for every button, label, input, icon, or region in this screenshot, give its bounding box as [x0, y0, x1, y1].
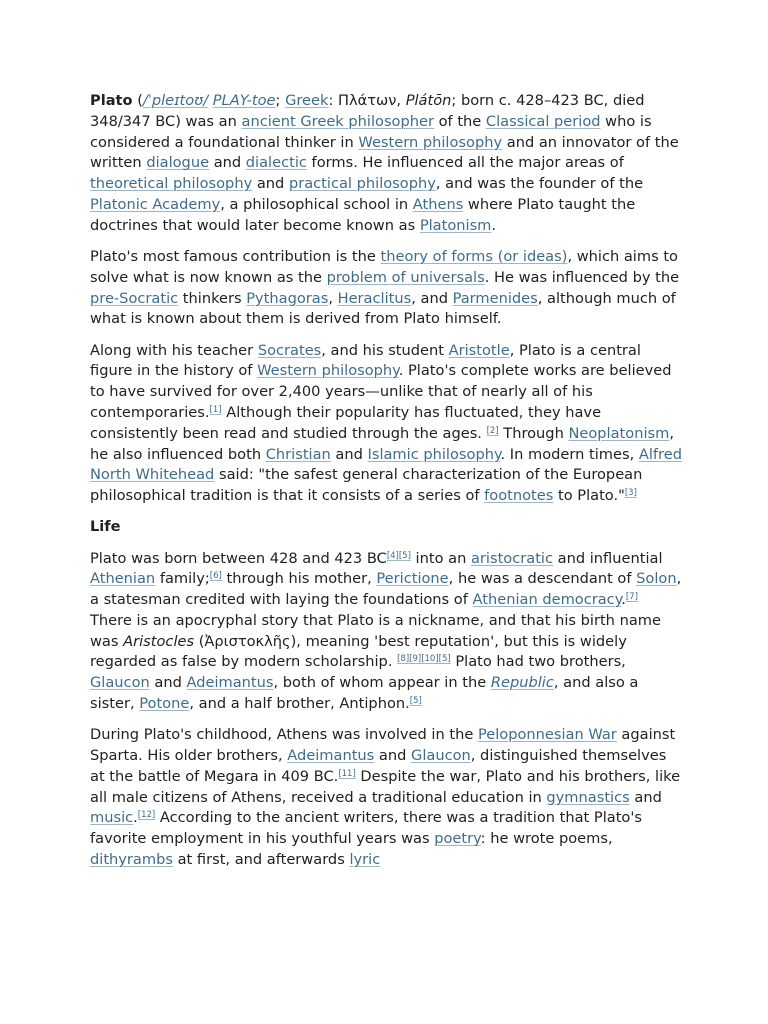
link-socrates[interactable]: Socrates [257, 341, 322, 359]
link-athenian-democracy[interactable]: Athenian democracy [472, 591, 622, 609]
link-gymnastics[interactable]: gymnastics [546, 788, 630, 806]
link-dithyrambs[interactable]: dithyrambs [90, 851, 173, 869]
citation-ref [399, 551, 411, 561]
text-run: to Plato." [553, 487, 625, 505]
link-glaucon[interactable]: Glaucon [90, 674, 150, 692]
text-run: where Plato taught the doctrines that would later become known as [90, 195, 636, 234]
text-run: and [149, 674, 187, 692]
text-run: . In modern times, [500, 445, 639, 463]
text-run: , which aims to solve what is now known as the [90, 247, 678, 286]
link-pythagoras[interactable]: Pythagoras [246, 289, 329, 307]
text-run: , and was the founder of the [435, 175, 644, 193]
link-alfred-north-whitehead[interactable]: Alfred North Whitehead [90, 445, 682, 484]
link-play-toe[interactable] [213, 92, 276, 109]
citation-ref [487, 426, 499, 436]
text-run: through his mother, [221, 570, 377, 588]
citation-link[interactable]: [5] [409, 696, 422, 707]
text-run: thinkers [178, 289, 247, 307]
link-practical-philosophy[interactable]: practical philosophy [288, 175, 436, 193]
text-run: forms. He influenced all the major areas of [306, 154, 624, 172]
paragraph-legacy [90, 341, 684, 507]
paragraph-childhood [90, 725, 684, 871]
text-run: . He was influenced by the [484, 268, 680, 286]
italic-link-text: Republic [490, 674, 554, 692]
citation-link[interactable]: [5] [398, 550, 411, 561]
link-aristotle[interactable]: Aristotle [448, 341, 510, 359]
italic-term: Aristocles [123, 632, 195, 650]
link-dialogue[interactable]: dialogue [146, 154, 210, 172]
text-run: ; born c. 428–423 BC, died 348/347 BC) was an [90, 92, 645, 130]
text-run: Although their popularity has fluctuated, they have consistently been read and studied through the ages. [90, 403, 602, 442]
link-christian[interactable]: Christian [265, 445, 331, 463]
text-run: and [374, 747, 412, 765]
link-republic[interactable] [491, 674, 554, 691]
citation-ref [439, 654, 451, 664]
text-run: Despite the war, Plato and his brothers, like all male citizens of Athens, received a traditional education in [90, 767, 681, 806]
text-run: (Ἀριστοκλῆς), meaning 'best reputation', but this is widely regarded as false by modern scholarship. [90, 632, 627, 671]
paragraph-intro [90, 91, 684, 237]
text-run: , distinguished themselves at the battle of Megara in 409 BC. [90, 747, 667, 785]
text-run: . [491, 216, 497, 234]
text-run: . Plato's complete works are believed to have survived for over 2,400 years—unlike that of nearly all of his contemporaries. [90, 362, 672, 421]
citation-link[interactable]: [12] [137, 810, 156, 821]
text-run: . [621, 591, 626, 609]
section-heading-life: Life [90, 518, 121, 536]
text-run: against Sparta. His older brothers, [90, 726, 676, 765]
text-run: ; [275, 92, 286, 109]
text-run: Along with his teacher [90, 341, 258, 359]
text-run: ( [132, 92, 143, 109]
text-run: and [209, 154, 246, 172]
article-body [90, 91, 684, 881]
text-run: Plato had two brothers, [450, 653, 626, 671]
link-aristocratic[interactable]: aristocratic [470, 549, 554, 567]
link-adeimantus[interactable]: Adeimantus [186, 674, 274, 692]
paragraph-birth [90, 549, 684, 715]
text-run: , although much of what is known about them is derived from Plato himself. [90, 289, 676, 328]
citation-ref [387, 551, 399, 561]
text-run: . [133, 809, 138, 827]
italic-link-text: PLAY-toe [212, 92, 276, 109]
text-run: and [330, 445, 368, 463]
citation-ref [410, 696, 422, 706]
italic-link-text: /ˈpleɪtoʊ/ [142, 92, 209, 109]
link-parmenides[interactable]: Parmenides [452, 289, 538, 307]
citation-ref [338, 769, 355, 779]
text-run: : Πλάτων, [328, 92, 406, 109]
link-theory-of-forms-or-ideas[interactable]: theory of forms (or ideas) [380, 247, 568, 265]
text-run: and [629, 788, 662, 806]
text-run: : he wrote poems, [480, 830, 613, 848]
link-western-philosophy[interactable]: Western philosophy [358, 133, 503, 151]
link-music[interactable]: music [90, 809, 134, 827]
citation-link[interactable]: [1] [209, 404, 222, 415]
link-lyric[interactable]: lyric [349, 851, 381, 869]
citation-link[interactable]: [8] [397, 654, 410, 665]
link-ancient-greek-philosopher[interactable]: ancient Greek philosopher [241, 112, 434, 130]
italic-term: Plátōn [405, 92, 452, 109]
text-run: family; [155, 570, 210, 588]
link-glaucon[interactable]: Glaucon [411, 747, 471, 765]
text-run: said: "the safest general characterization of the European philosophical tradition is that it consists of a series of [90, 466, 643, 505]
bold-term: Plato [90, 92, 133, 109]
text-run: and influential [553, 549, 663, 567]
text-run: at first, and afterwards [172, 851, 350, 869]
link-pre-socratic[interactable]: pre-Socratic [90, 289, 179, 307]
link-classical-period[interactable]: Classical period [485, 112, 601, 130]
citation-link[interactable]: [2] [486, 425, 499, 436]
text-run: , he was a descendant of [448, 570, 637, 588]
text-run: , [328, 289, 338, 307]
link-islamic-philosophy[interactable]: Islamic philosophy [367, 445, 501, 463]
text-run: Plato was born between 428 and 423 BC [90, 549, 387, 567]
link-greek[interactable]: Greek [285, 92, 329, 109]
text-run: , both of whom appear in the [273, 674, 491, 692]
text-run: , and a half brother, Antiphon. [189, 695, 410, 713]
citation-link[interactable]: [3] [624, 488, 637, 499]
text-run: Plato's most famous contribution is the [90, 247, 381, 265]
link-platonism[interactable]: Platonism [419, 216, 492, 234]
citation-ref [138, 810, 155, 820]
text-run: of the [433, 112, 486, 130]
citation-ref [210, 405, 222, 415]
text-run: , he also influenced both [90, 424, 674, 463]
link-adeimantus[interactable]: Adeimantus [287, 747, 375, 765]
text-run: According to the ancient writers, there was a tradition that Plato's favorite employment in his youthful years was [90, 809, 642, 848]
text-run: There is an apocryphal story that Plato is a nickname, and that his birth name was [90, 611, 661, 650]
link-neoplatonism[interactable]: Neoplatonism [568, 424, 670, 442]
citation-link[interactable]: [7] [625, 592, 638, 603]
text-run: , and his student [321, 341, 449, 359]
link-athens[interactable]: Athens [412, 195, 464, 213]
text-run: , a statesman credited with laying the foundations of [90, 570, 682, 609]
citation-ref [409, 654, 421, 664]
link-platonic-academy[interactable]: Platonic Academy [90, 195, 221, 213]
text-run: , Plato is a central figure in the history of [90, 341, 641, 380]
link-athenian[interactable]: Athenian [90, 570, 156, 588]
link-poetry[interactable]: poetry [434, 830, 481, 848]
paragraph-forms [90, 247, 684, 330]
text-run: Through [498, 424, 569, 442]
link-footnotes[interactable]: footnotes [484, 487, 554, 505]
link-potone[interactable]: Potone [139, 695, 190, 713]
link-solon[interactable]: Solon [636, 570, 677, 588]
citation-ref [210, 571, 222, 581]
link-theoretical-philosophy[interactable]: theoretical philosophy [90, 175, 253, 193]
citation-link[interactable]: [9] [409, 654, 422, 665]
link-peloponnesian-war[interactable]: Peloponnesian War [477, 726, 617, 744]
citation-link[interactable]: [5] [438, 654, 451, 665]
citation-link[interactable]: [4] [386, 550, 399, 561]
citation-ref [421, 654, 438, 664]
text-run: who is considered a foundational thinker in [90, 112, 652, 151]
link-heraclitus[interactable]: Heraclitus [337, 289, 412, 307]
citation-link[interactable]: [11] [338, 768, 356, 779]
text-run: During Plato's childhood, Athens was involved in the [90, 726, 478, 744]
text-run: , and also a sister, [90, 674, 639, 713]
link-ple-to[interactable] [143, 92, 208, 109]
text-run: , and [411, 289, 453, 307]
citation-ref [397, 654, 409, 664]
citation-link[interactable]: [6] [209, 571, 222, 582]
link-perictione[interactable]: Perictione [376, 570, 449, 588]
text-run: , a philosophical school in [220, 195, 413, 213]
citation-ref [626, 592, 638, 602]
citation-link[interactable]: [10] [421, 654, 439, 665]
text-run: and an innovator of the written [90, 133, 679, 172]
link-problem-of-universals[interactable]: problem of universals [326, 268, 485, 286]
link-dialectic[interactable]: dialectic [245, 154, 307, 172]
text-run: into an [410, 549, 471, 567]
link-western-philosophy[interactable]: Western philosophy [257, 362, 399, 380]
citation-ref [625, 488, 637, 498]
text-run: and [252, 175, 289, 193]
